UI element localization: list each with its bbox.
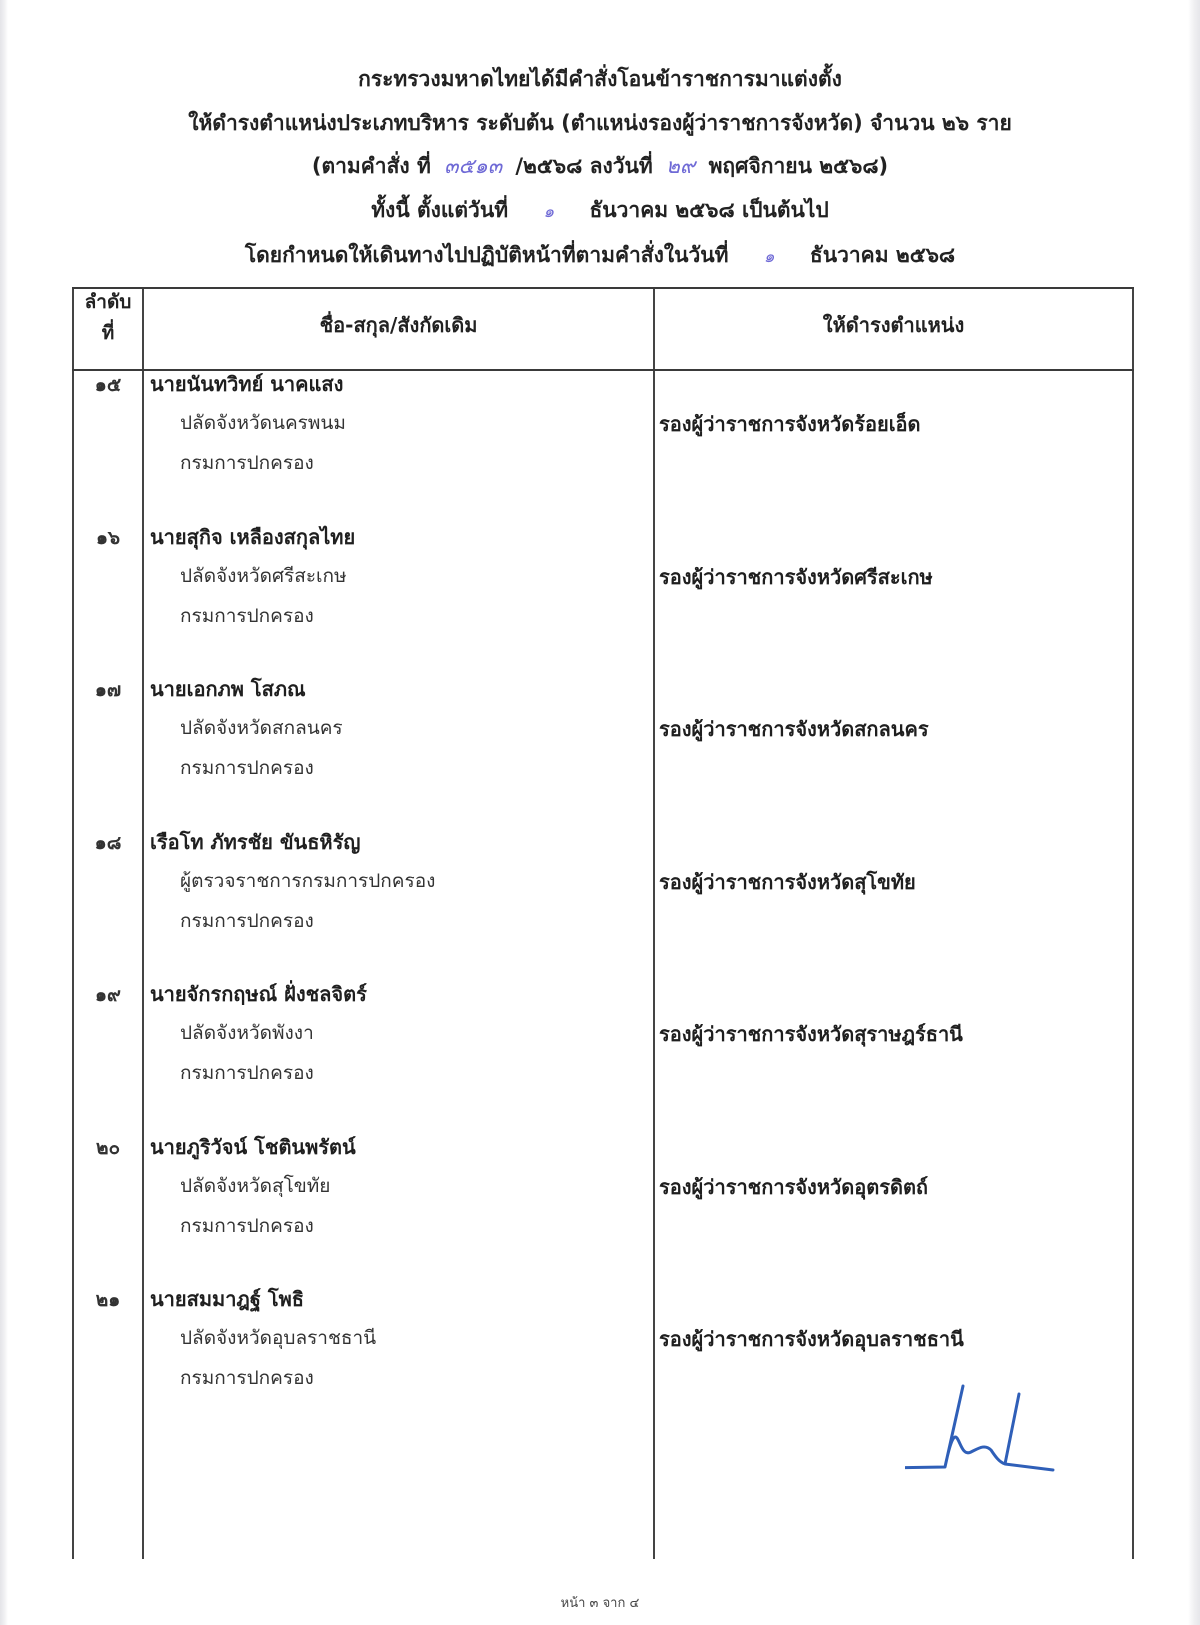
row-number: ๑๘ — [94, 832, 122, 854]
row-name: นายภูริวัจน์ โชตินพรัตน์ — [150, 1135, 356, 1159]
header-line-3 — [0, 145, 1200, 189]
table-border-top — [72, 287, 1134, 289]
row-original-department: กรมการปกครอง — [180, 1062, 314, 1084]
row-new-position: รองผู้ว่าราชการจังหวัดสุราษฎร์ธานี — [659, 1022, 963, 1046]
row-new-position: รองผู้ว่าราชการจังหวัดอุบลราชธานี — [659, 1327, 964, 1351]
row-number: ๒๑ — [95, 1289, 121, 1311]
row-name: นายสมมาฎฐ์ โพธิ — [150, 1287, 304, 1311]
header-line-4 — [0, 189, 1200, 235]
row-name: นายเอกภพ โสภณ — [150, 677, 306, 701]
row-new-position: รองผู้ว่าราชการจังหวัดร้อยเอ็ด — [659, 412, 921, 436]
table-row — [72, 980, 1134, 1138]
row-new-position: รองผู้ว่าราชการจังหวัดอุตรดิตถ์ — [659, 1175, 929, 1199]
row-original-department: กรมการปกครอง — [180, 452, 314, 474]
row-original-position: ผู้ตรวจราชการกรมการปกครอง — [180, 870, 436, 892]
page-number: หน้า ๓ จาก ๔ — [560, 1596, 640, 1611]
row-name: เรือโท ภัทรชัย ขันธหิรัญ — [150, 830, 361, 854]
row-original-department: กรมการปกครอง — [180, 605, 314, 627]
row-number: ๑๙ — [95, 984, 121, 1006]
effective-prefix: ทั้งนี้ ตั้งแต่วันที่ — [371, 197, 509, 222]
header-line-1: กระทรวงมหาดไทยได้มีคำสั่งโอนข้าราชการมาแต่งตั้ง — [358, 67, 842, 91]
handwritten-report-day: ๑ — [763, 247, 775, 267]
row-new-position: รองผู้ว่าราชการจังหวัดสกลนคร — [659, 717, 929, 741]
row-original-department: กรมการปกครอง — [180, 910, 314, 932]
order-prefix: (ตามคำสั่ง ที่ — [311, 154, 431, 178]
order-suffix: พฤศจิกายน ๒๕๖๘) — [708, 154, 889, 178]
handwritten-effective-day: ๑ — [543, 201, 555, 222]
table-row — [72, 370, 1134, 528]
column-header-position: ให้ดำรงตำแหน่ง — [822, 313, 965, 337]
row-number: ๑๕ — [94, 374, 122, 396]
column-header-name: ชื่อ-สกุล/สังกัดเดิม — [319, 313, 478, 337]
column-header-no — [72, 287, 144, 349]
row-original-department: กรมการปกครอง — [180, 757, 314, 779]
row-number: ๑๖ — [95, 527, 121, 549]
row-number: ๒๐ — [95, 1137, 121, 1159]
row-number: ๑๗ — [94, 679, 122, 701]
column-header-no-line1: ลำดับ — [84, 291, 132, 313]
table-row — [72, 828, 1134, 986]
row-original-position: ปลัดจังหวัดนครพนม — [180, 412, 346, 434]
row-new-position: รองผู้ว่าราชการจังหวัดสุโขทัย — [659, 870, 916, 894]
signature-icon — [905, 1378, 1065, 1488]
report-prefix: โดยกำหนดให้เดินทางไปปฏิบัติหน้าที่ตามคำสั่งในวันที่ — [244, 243, 729, 267]
row-original-department: กรมการปกครอง — [180, 1367, 314, 1389]
row-new-position: รองผู้ว่าราชการจังหวัดศรีสะเกษ — [659, 565, 933, 589]
document-header — [0, 58, 1200, 280]
row-name: นายนันทวิทย์ นาคแสง — [150, 372, 344, 396]
row-original-position: ปลัดจังหวัดศรีสะเกษ — [180, 565, 347, 587]
header-line-2: ให้ดำรงตำแหน่งประเภทบริหาร ระดับต้น (ตำแหน่งรองผู้ว่าราชการจังหวัด) จำนวน ๒๖ ราย — [188, 110, 1012, 135]
table-row — [72, 523, 1134, 681]
order-middle: /๒๕๖๘ ลงวันที่ — [515, 154, 653, 178]
effective-suffix: ธันวาคม ๒๕๖๘ เป็นต้นไป — [589, 197, 829, 222]
report-suffix: ธันวาคม ๒๕๖๘ — [809, 243, 956, 267]
table-row — [72, 1133, 1134, 1291]
row-name: นายจักรกฤษณ์ ฝั่งชลจิตร์ — [150, 982, 367, 1006]
row-original-position: ปลัดจังหวัดสกลนคร — [180, 717, 343, 739]
table-row — [72, 675, 1134, 833]
row-original-position: ปลัดจังหวัดสุโขทัย — [180, 1175, 331, 1197]
handwritten-order-number: ๓๕๑๓ — [444, 154, 503, 178]
row-original-department: กรมการปกครอง — [180, 1215, 314, 1237]
row-name: นายสุกิจ เหลืองสกุลไทย — [150, 525, 356, 549]
appointment-table — [72, 287, 1134, 1559]
row-original-position: ปลัดจังหวัดอุบลราชธานี — [180, 1327, 377, 1349]
column-header-no-line2: ที่ — [101, 322, 115, 344]
handwritten-order-day: ๒๙ — [666, 154, 696, 178]
header-line-5 — [0, 234, 1200, 280]
row-original-position: ปลัดจังหวัดพังงา — [180, 1022, 314, 1044]
